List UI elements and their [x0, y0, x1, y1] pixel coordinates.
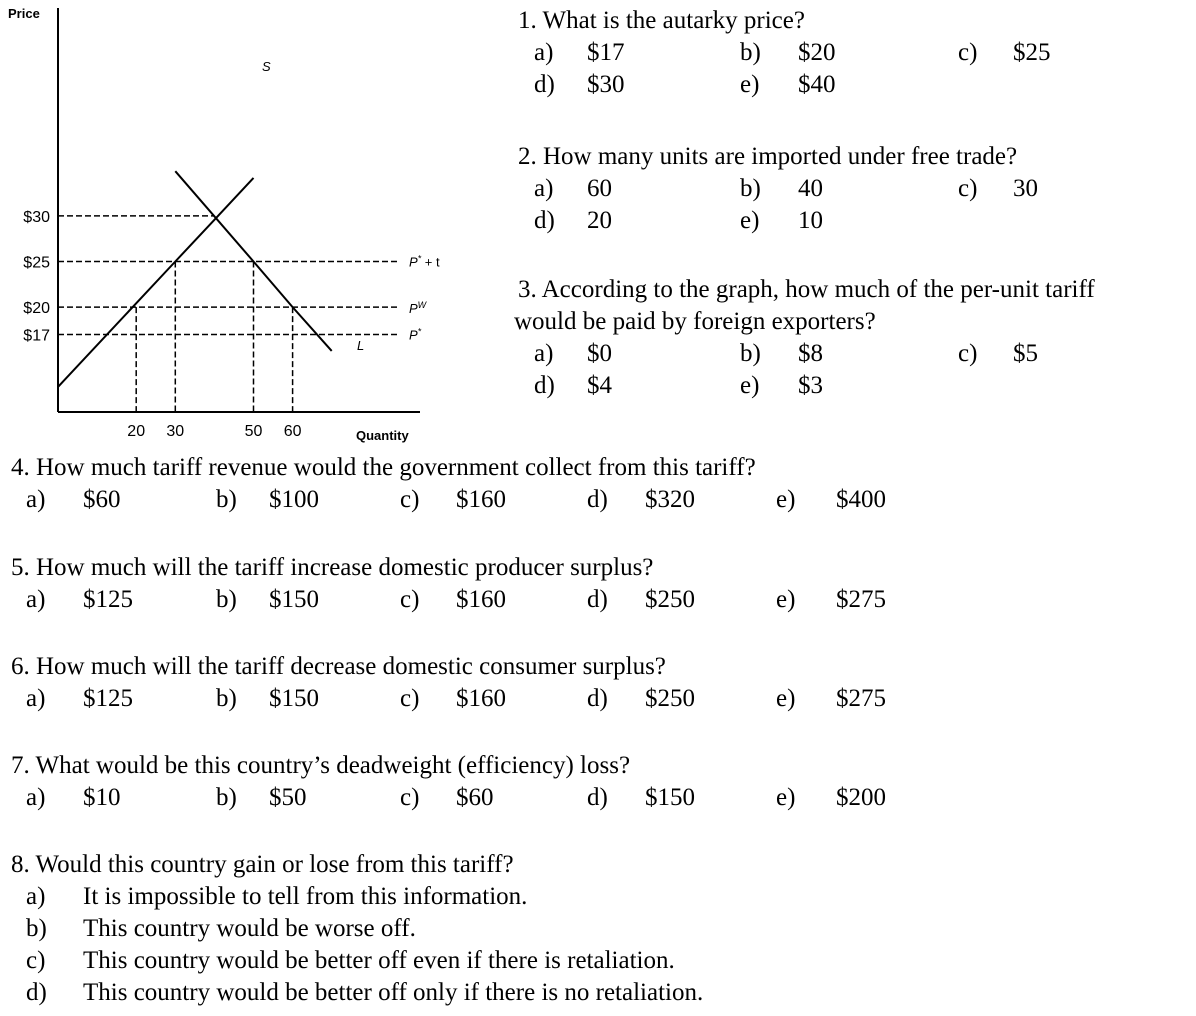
question-2-options-row-2 [518, 205, 1017, 237]
question-7-option-d[interactable]: d) $150 [587, 784, 695, 811]
y-tick-label: $30 [23, 208, 50, 226]
question-8-stem: 8. Would this country gain or lose from this tariff? [11, 851, 514, 878]
question-2-option-b[interactable]: b) 40 [740, 175, 823, 202]
chart-guides [58, 216, 398, 412]
question-2-option-e[interactable]: e) 10 [740, 207, 823, 234]
y-tick-label: $25 [23, 254, 50, 272]
question-2-option-d[interactable]: d) 20 [534, 207, 612, 234]
question-3-stem-line-1: 3. According to the graph, how much of the per-unit tariff [518, 276, 1095, 303]
chart-labels [8, 6, 440, 443]
question-1-options-row-2 [518, 69, 836, 101]
y-tick-label: $17 [23, 327, 50, 345]
question-4-option-c[interactable]: c) $160 [400, 486, 506, 513]
question-6-option-c[interactable]: c) $160 [400, 685, 506, 712]
question-6 [11, 651, 886, 715]
question-8-option-c[interactable]: c) This country would be better off even if there is retaliation. [26, 947, 675, 974]
question-4-option-e[interactable]: e) $400 [776, 486, 886, 513]
question-5-options [11, 584, 886, 616]
x-tick-label: 50 [244, 423, 263, 440]
question-6-options [11, 683, 886, 715]
question-3-option-c[interactable]: c) $5 [958, 340, 1038, 367]
x-axis-label: Quantity [356, 428, 409, 443]
question-1-option-a[interactable]: a) $17 [534, 39, 625, 66]
tariff-chart [0, 0, 470, 448]
question-5-option-b[interactable]: b) $150 [216, 586, 319, 613]
question-3-option-e[interactable]: e) $3 [740, 372, 823, 399]
x-tick-label: 60 [283, 423, 302, 440]
question-2 [518, 141, 1038, 237]
demand-label: L [357, 338, 365, 353]
question-6-option-a[interactable]: a) $125 [26, 685, 133, 712]
question-1-options-row-1 [518, 37, 1051, 69]
question-4-option-a[interactable]: a) $60 [26, 486, 121, 513]
question-1-option-b[interactable]: b) $20 [740, 39, 836, 66]
question-1-option-d[interactable]: d) $30 [534, 71, 625, 98]
question-3-options-row-1 [514, 338, 1095, 370]
question-4-options [11, 484, 886, 516]
question-5-option-e[interactable]: e) $275 [776, 586, 886, 613]
question-3 [514, 274, 1095, 402]
question-6-option-b[interactable]: b) $150 [216, 685, 319, 712]
question-2-stem: 2. How many units are imported under free trade? [518, 143, 1018, 170]
chart-curves [58, 171, 332, 387]
question-6-option-e[interactable]: e) $275 [776, 685, 886, 712]
question-4-option-b[interactable]: b) $100 [216, 486, 319, 513]
question-5-option-a[interactable]: a) $125 [26, 586, 133, 613]
question-2-options-row-1 [518, 173, 1038, 205]
supply-curve [58, 178, 254, 387]
question-8-option-b[interactable]: b) This country would be worse off. [26, 915, 416, 942]
question-5-option-d[interactable]: d) $250 [587, 586, 695, 613]
question-4-stem: 4. How much tariff revenue would the government collect from this tariff? [11, 454, 756, 481]
question-8-option-a[interactable]: a) It is impossible to tell from this information. [26, 883, 528, 910]
question-4-option-d[interactable]: d) $320 [587, 486, 695, 513]
question-7-option-c[interactable]: c) $60 [400, 784, 494, 811]
world-price-label: $P^W$ [409, 300, 427, 317]
foreign-price-label: P* [409, 326, 422, 343]
question-4 [11, 452, 886, 516]
question-3-option-d[interactable]: d) $4 [534, 372, 612, 399]
question-7-stem: 7. What would be this country’s deadweight (efficiency) loss? [11, 752, 631, 779]
question-2-option-c[interactable]: c) 30 [958, 175, 1038, 202]
question-8-option-d[interactable]: d) This country would be better off only if there is no retaliation. [26, 979, 704, 1006]
question-8 [11, 849, 704, 1009]
question-3-option-b[interactable]: b) $8 [740, 340, 823, 367]
question-5 [11, 552, 886, 616]
question-1-option-e[interactable]: e) $40 [740, 71, 836, 98]
question-1-option-c[interactable]: c) $25 [958, 39, 1051, 66]
question-7-option-a[interactable]: a) $10 [26, 784, 121, 811]
question-1-stem: 1. What is the autarky price? [518, 7, 805, 34]
y-tick-label: $20 [23, 300, 50, 318]
question-7-options [11, 782, 886, 814]
x-tick-label: 30 [166, 423, 185, 440]
question-6-option-d[interactable]: d) $250 [587, 685, 695, 712]
question-7 [11, 750, 886, 814]
question-3-stem-line-2: would be paid by foreign exporters? [514, 308, 876, 335]
question-6-stem: 6. How much will the tariff decrease domestic consumer surplus? [11, 653, 666, 680]
y-axis-label: Price [8, 6, 40, 21]
question-5-stem: 5. How much will the tariff increase domestic producer surplus? [11, 554, 654, 581]
x-tick-label: 20 [127, 423, 146, 440]
question-7-option-e[interactable]: e) $200 [776, 784, 886, 811]
question-5-option-c[interactable]: c) $160 [400, 586, 506, 613]
chart-axes [58, 8, 420, 412]
question-2-option-a[interactable]: a) 60 [534, 175, 612, 202]
tariff-price-label: P* + t [409, 253, 440, 270]
question-3-option-a[interactable]: a) $0 [534, 340, 612, 367]
question-1 [518, 5, 1051, 101]
supply-label: S [262, 59, 271, 74]
question-7-option-b[interactable]: b) $50 [216, 784, 307, 811]
question-3-options-row-2 [514, 370, 1095, 402]
